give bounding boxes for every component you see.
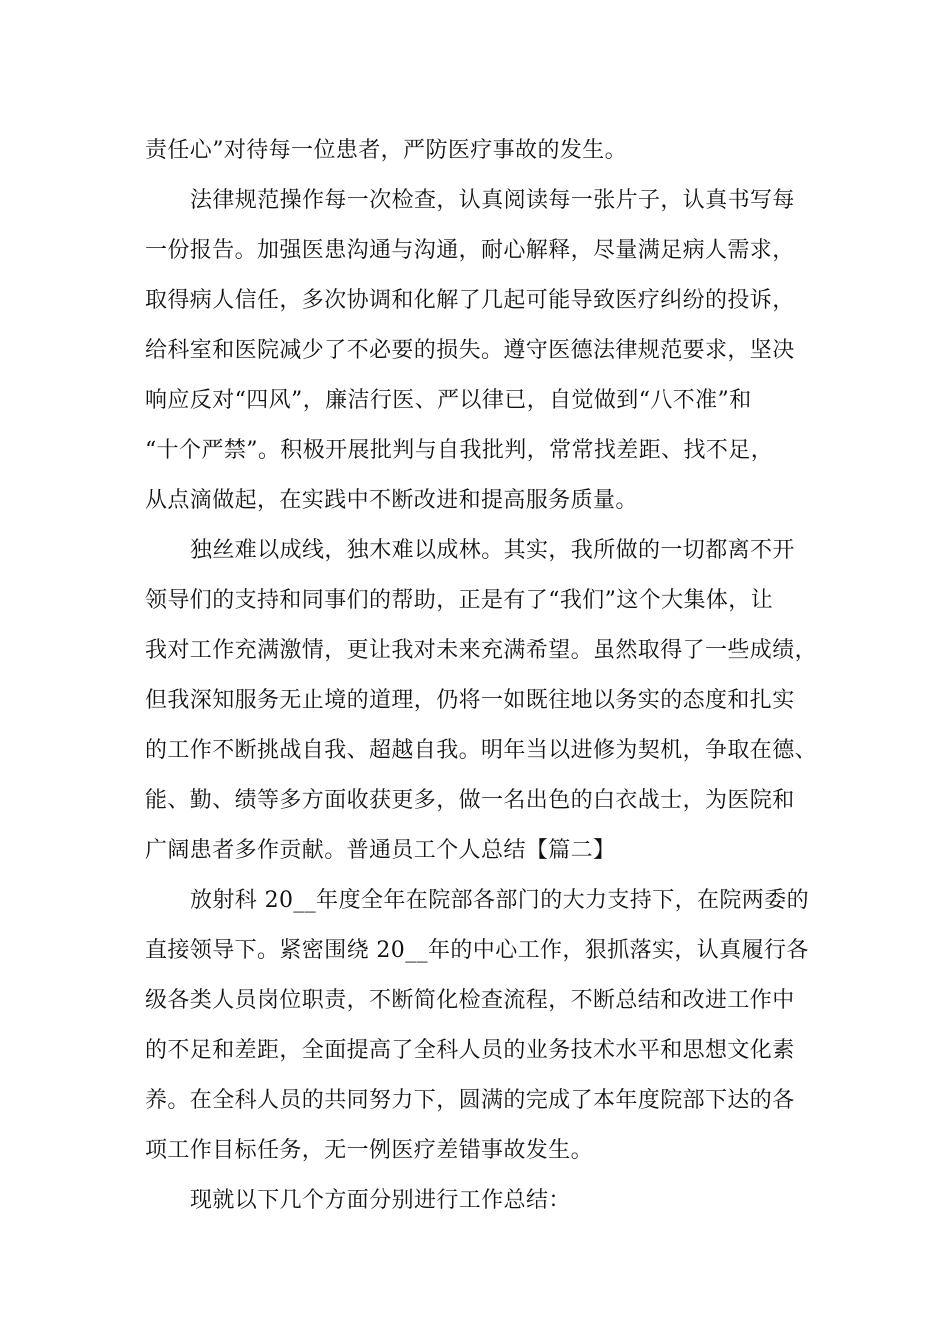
text-line: 领导们的支持和同事们的帮助，正是有了“我们”这个大集体，让 [145,588,774,613]
text-line: 责任心”对待每一位患者，严防医疗事故的发生。 [145,138,628,163]
text-line: 一份报告。加强医患沟通与沟通，耐心解释，尽量满足病人需求， [145,238,795,263]
paragraph-first-line: 放射科 20__年度全年在院部各部门的大力支持下，在院两委的 [190,888,809,913]
text-line: 项工作目标任务，无一例医疗差错事故发生。 [145,1138,594,1163]
paragraph-first-line: 独丝难以成线，独木难以成林。其实，我所做的一切都离不开 [190,538,795,563]
paragraph-first-line: 法律规范操作每一次检查，认真阅读每一张片子，认真书写每 [190,188,795,213]
paragraph-first-line: 现就以下几个方面分别进行工作总结： [190,1188,571,1213]
text-line: 但我深知服务无止境的道理，仍将一如既往地以务实的态度和扎实 [145,688,795,713]
text-line: 养。在全科人员的共同努力下，圆满的完成了本年度院部下达的各 [145,1088,795,1113]
text-line: 从点滴做起，在实践中不断改进和提高服务质量。 [145,488,638,513]
text-line: “十个严禁”。积极开展批判与自我批判，常常找差距、找不足， [145,438,774,463]
text-line: 给科室和医院减少了不必要的损失。遵守医德法律规范要求，坚决 [145,338,795,363]
text-line: 的工作不断挑战自我、超越自我。明年当以进修为契机，争取在德、 [145,738,818,763]
text-line: 取得病人信任，多次协调和化解了几起可能导致医疗纠纷的投诉， [145,288,795,313]
text-line: 广阔患者多作贡献。普通员工个人总结【篇二】 [145,838,616,863]
text-line: 我对工作充满激情，更让我对未来充满希望。虽然取得了一些成绩， [145,638,818,663]
text-line: 能、勤、绩等多方面收获更多，做一名出色的白衣战士，为医院和 [145,788,795,813]
text-line: 响应反对“四风”，廉洁行医、严以律已，自觉做到“八不准”和 [145,388,752,413]
text-line: 的不足和差距，全面提高了全科人员的业务技术水平和思想文化素 [145,1038,795,1063]
text-line: 直接领导下。紧密围绕 20__年的中心工作，狠抓落实，认真履行各 [145,938,809,963]
text-line: 级各类人员岗位职责，不断简化检查流程，不断总结和改进工作中 [145,988,795,1013]
